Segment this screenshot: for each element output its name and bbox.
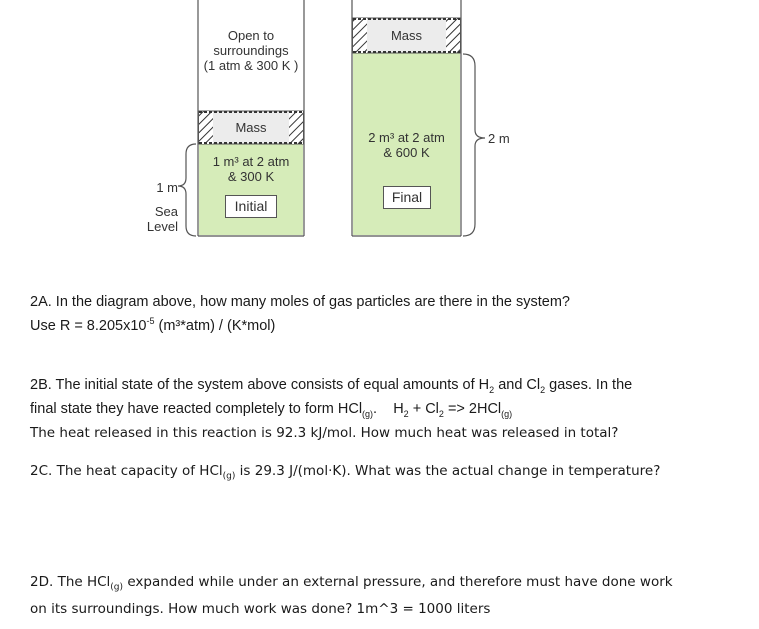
right-gas-label bbox=[353, 130, 460, 160]
q2b-line2-b: . H bbox=[373, 400, 404, 417]
q2d-text-a: 2D. The HCl bbox=[30, 574, 111, 590]
right-dimension-label: 2 m bbox=[488, 131, 510, 146]
open-label-line3: (1 atm & 300 K ) bbox=[203, 58, 299, 73]
left-gas-line1: 1 m³ at 2 atm bbox=[212, 154, 290, 169]
q2c-sub: (g) bbox=[222, 471, 236, 482]
question-2d-line2: on its surroundings. How much work was done? 1m^3 = 1000 liters bbox=[30, 600, 491, 617]
left-brace bbox=[178, 144, 196, 236]
left-gas-line2: & 300 K bbox=[227, 169, 275, 184]
final-state-label: Final bbox=[383, 186, 431, 209]
q2b-sub-b: 2 bbox=[540, 384, 546, 395]
open-to-surroundings-label bbox=[196, 28, 306, 73]
sea-label-line1: Sea bbox=[154, 204, 178, 219]
q2d-sub: (g) bbox=[110, 582, 124, 593]
question-2a bbox=[30, 293, 570, 336]
q2b-text-c: gases. In the bbox=[545, 377, 633, 393]
question-2b bbox=[30, 376, 632, 443]
left-gas-label bbox=[199, 154, 303, 184]
q2b-line2-a: final state they have reacted completely to form HCl bbox=[30, 400, 363, 417]
right-gas-line1: 2 m³ at 2 atm bbox=[368, 130, 445, 145]
q2b-sub-a: 2 bbox=[489, 384, 495, 395]
question-2a-line2 bbox=[30, 312, 570, 336]
q2c-text-a: 2C. The heat capacity of HCl bbox=[30, 463, 223, 479]
right-mass-label: Mass bbox=[390, 28, 423, 43]
left-dimension-label: 1 m bbox=[156, 180, 178, 195]
open-label-line1: Open to bbox=[227, 28, 275, 43]
q2b-line2-sub-d: (g) bbox=[501, 408, 513, 419]
q2b-line2-sub-a: (g) bbox=[362, 408, 374, 419]
right-brace bbox=[463, 54, 485, 236]
question-2c bbox=[30, 462, 660, 487]
question-2d bbox=[30, 572, 673, 620]
gas-diagram bbox=[0, 0, 759, 250]
question-2d-line1 bbox=[30, 572, 673, 599]
sea-label-line2: Level bbox=[146, 219, 178, 234]
q2b-line2-c: + Cl bbox=[408, 400, 439, 417]
q2d-text-b: expanded while under an external pressure, and therefore must have done work bbox=[123, 574, 673, 590]
open-label-line2: surroundings bbox=[213, 43, 289, 58]
initial-state-label: Initial bbox=[225, 195, 277, 218]
left-mass-label: Mass bbox=[235, 120, 267, 135]
q2b-text-b: and Cl bbox=[494, 377, 541, 393]
question-2b-line2 bbox=[30, 400, 632, 424]
right-gas-line2: & 600 K bbox=[383, 145, 430, 160]
q2b-text-a: 2B. The initial state of the system above consists of equal amounts of H bbox=[30, 377, 490, 393]
r-exponent: -5 bbox=[146, 316, 155, 326]
question-2a-line1: 2A. In the diagram above, how many moles of gas particles are there in the system? bbox=[30, 294, 570, 310]
q2b-line2-sub-c: 2 bbox=[438, 408, 444, 419]
r-units: (m³*atm) / (K*mol) bbox=[154, 317, 276, 334]
q2b-line2-sub-b: 2 bbox=[403, 408, 409, 419]
question-2b-line1 bbox=[30, 376, 632, 400]
r-constant-text: Use R = 8.205x10 bbox=[30, 317, 147, 334]
sea-level-label bbox=[136, 204, 178, 234]
q2c-text-b: is 29.3 J/(mol·K). What was the actual change in temperature? bbox=[235, 463, 661, 479]
question-2b-line3: The heat released in this reaction is 92.3 kJ/mol. How much heat was released in total? bbox=[30, 424, 619, 441]
q2b-line2-d: => 2HCl bbox=[443, 400, 502, 417]
